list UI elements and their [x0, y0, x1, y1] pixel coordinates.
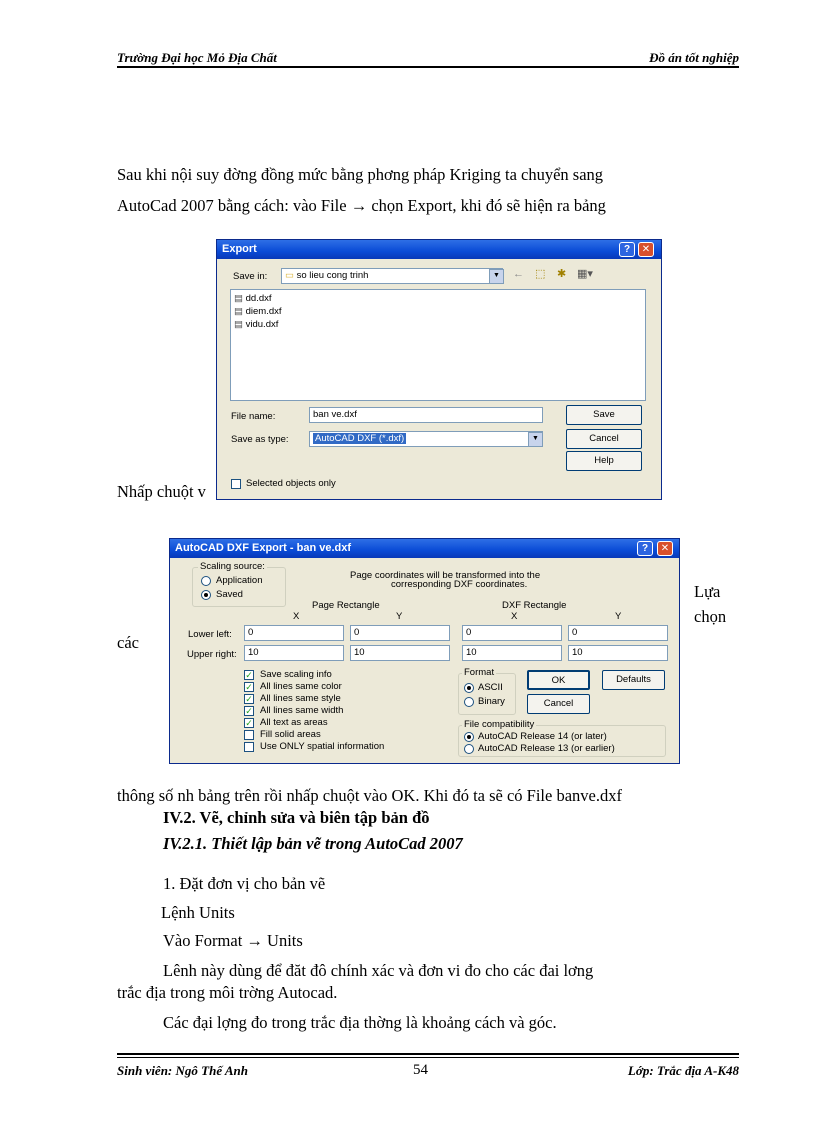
page-x-label: X [293, 611, 300, 622]
file-list[interactable] [230, 289, 646, 401]
page-coords-note-2: corresponding DXF coordinates. [391, 579, 528, 590]
side-text-lua: Lựa [694, 582, 721, 601]
ok-button[interactable]: OK [527, 670, 590, 690]
option-label: All lines same width [260, 705, 344, 716]
side-text-cac: các [117, 633, 139, 652]
ascii-radio[interactable] [464, 683, 474, 693]
file-name-label: File name: [231, 411, 276, 422]
save-as-label: Save as type: [231, 434, 289, 445]
section-heading: IV.2. Vẽ, chỉnh sửa và biên tập bản đồ [163, 808, 430, 827]
file-name: diem.dxf [245, 306, 282, 317]
numbered-item: 1. Đặt đơn vị cho bản vẽ [163, 874, 326, 893]
export-title: Export [217, 240, 661, 259]
same-width-checkbox[interactable]: ✓ [245, 706, 253, 716]
release13-label: AutoCAD Release 13 (or earlier) [478, 743, 615, 754]
chevron-down-icon[interactable]: ▼ [528, 432, 543, 447]
option-label: All lines same style [260, 693, 341, 704]
list-item[interactable] [234, 319, 278, 330]
footer-right: Lớp: Trắc địa A-K48 [627, 1063, 739, 1078]
selected-only-label: Selected objects only [246, 478, 336, 489]
same-color-checkbox[interactable]: ✓ [245, 682, 253, 692]
saved-radio[interactable] [201, 590, 211, 600]
lower-left-page-x[interactable]: 0 [244, 625, 344, 641]
footer-rule-bottom [117, 1057, 739, 1058]
defaults-button[interactable]: Defaults [602, 670, 665, 690]
option-label: Use ONLY spatial information [260, 741, 385, 752]
intro-line-2: AutoCad 2007 bằng cách: vào File → chọn Export, khi đó sẽ hiện ra bảng [117, 196, 606, 215]
lower-left-dxf-y[interactable]: 0 [568, 625, 668, 641]
click-text: Nhấp chuột v [117, 482, 206, 501]
same-style-checkbox[interactable]: ✓ [245, 694, 253, 704]
binary-label: Binary [478, 696, 505, 707]
paragraph-1a: Lênh này dùng để đăt đô chính xác và đơn vi đo cho các đai lơng [163, 961, 594, 980]
save-in-value: so lieu cong trinh [296, 270, 369, 281]
folder-icon: ▭ [285, 270, 294, 281]
scaling-source-label: Scaling source: [200, 561, 265, 572]
application-radio[interactable] [201, 576, 211, 586]
header-left: Trường Đại học Mỏ Địa Chất [117, 50, 277, 65]
binary-radio[interactable] [464, 697, 474, 707]
dxf-y-label: Y [615, 611, 622, 622]
help-button[interactable]: Help [566, 451, 642, 471]
menu-line: Vào Format → Units [163, 931, 303, 950]
upper-right-label: Upper right: [187, 649, 237, 660]
dxf-file-icon: ▤ [234, 306, 243, 317]
dxf-x-label: X [511, 611, 518, 622]
release13-radio[interactable] [464, 744, 474, 754]
lower-left-label: Lower left: [188, 629, 232, 640]
side-text-chon: chọn [694, 607, 727, 626]
help-icon[interactable]: ? [619, 242, 635, 257]
dxf-file-icon: ▤ [234, 319, 243, 330]
file-name-input[interactable]: ban ve.dxf [309, 407, 543, 423]
subsection-heading: IV.2.1. Thiết lập bản vẽ trong AutoCad 2007 [163, 834, 463, 853]
page-coords-note-1: Page coordinates will be transformed into the [350, 570, 541, 581]
save-in-label: Save in: [233, 271, 268, 282]
after-line: thông số nh bảng trên rồi nhấp chuột vào OK. Khi đó ta sẽ có File banve.dxf [117, 786, 622, 805]
up-folder-icon[interactable]: ⬚ [535, 268, 546, 280]
lower-left-dxf-x[interactable]: 0 [462, 625, 562, 641]
upper-right-dxf-y[interactable]: 10 [568, 645, 668, 661]
file-name: dd.dxf [245, 293, 272, 304]
release14-radio[interactable] [464, 732, 474, 742]
close-icon[interactable]: ✕ [638, 242, 654, 257]
upper-right-dxf-x[interactable]: 10 [462, 645, 562, 661]
save-button[interactable]: Save [566, 405, 642, 425]
save-scaling-checkbox[interactable]: ✓ [245, 670, 253, 680]
text-as-areas-checkbox[interactable]: ✓ [245, 718, 253, 728]
format-label: Format [464, 667, 495, 678]
export-dialog [216, 239, 662, 500]
upper-right-page-x[interactable]: 10 [244, 645, 344, 661]
dxf-rectangle-label: DXF Rectangle [502, 600, 567, 611]
option-label: Save scaling info [260, 669, 332, 680]
dxf-file-icon: ▤ [234, 293, 243, 304]
file-name: vidu.dxf [245, 319, 279, 330]
cancel-button[interactable]: Cancel [527, 694, 590, 714]
option-label: Fill solid areas [260, 729, 321, 740]
page-y-label: Y [396, 611, 403, 622]
dxf-title: AutoCAD DXF Export - ban ve.dxf [170, 539, 679, 558]
save-as-value: AutoCAD DXF (*.dxf) [315, 433, 405, 444]
save-in-select[interactable] [281, 268, 503, 284]
footer-left: Sinh viên: Ngô Thế Anh [117, 1063, 248, 1078]
header-rule [117, 66, 739, 68]
new-folder-icon[interactable]: ✱ [557, 268, 567, 280]
application-label: Application [216, 575, 263, 586]
selected-only-checkbox[interactable] [231, 479, 241, 489]
dxf-export-dialog [169, 538, 680, 764]
header-right: Đồ án tốt nghiệp [649, 50, 739, 65]
command-line: Lệnh Units [161, 903, 235, 922]
release14-label: AutoCAD Release 14 (or later) [478, 731, 607, 742]
list-item[interactable] [234, 293, 272, 304]
option-label: All text as areas [260, 717, 328, 728]
format-group [458, 673, 516, 715]
spatial-only-checkbox[interactable] [244, 742, 254, 752]
back-icon[interactable]: ← [513, 268, 524, 280]
lower-left-page-y[interactable]: 0 [350, 625, 450, 641]
list-item[interactable] [234, 306, 282, 317]
view-menu-icon[interactable]: ▦▾ [577, 268, 593, 280]
ascii-label: ASCII [478, 682, 503, 693]
file-compat-label: File compatibility [464, 719, 535, 730]
save-as-select[interactable] [309, 431, 543, 447]
fill-solid-checkbox[interactable] [244, 730, 254, 740]
scaling-source-group [192, 567, 286, 607]
paragraph-1b: trắc địa trong môi trờng Autocad. [117, 983, 338, 1002]
option-label: All lines same color [260, 681, 342, 692]
footer-rule-top [117, 1053, 739, 1055]
page-rectangle-label: Page Rectangle [312, 600, 380, 611]
upper-right-page-y[interactable]: 10 [350, 645, 450, 661]
paragraph-2: Các đại lợng đo trong trắc địa thờng là khoảng cách và góc. [163, 1013, 557, 1032]
page-number: 54 [413, 1062, 428, 1078]
intro-line-1: Sau khi nội suy đờng đồng mức bằng phơng pháp Kriging ta chuyển sang [117, 165, 604, 184]
chevron-down-icon[interactable]: ▼ [489, 269, 504, 284]
close-icon[interactable]: ✕ [657, 541, 673, 556]
saved-label: Saved [216, 589, 243, 600]
help-icon[interactable]: ? [637, 541, 653, 556]
cancel-button[interactable]: Cancel [566, 429, 642, 449]
